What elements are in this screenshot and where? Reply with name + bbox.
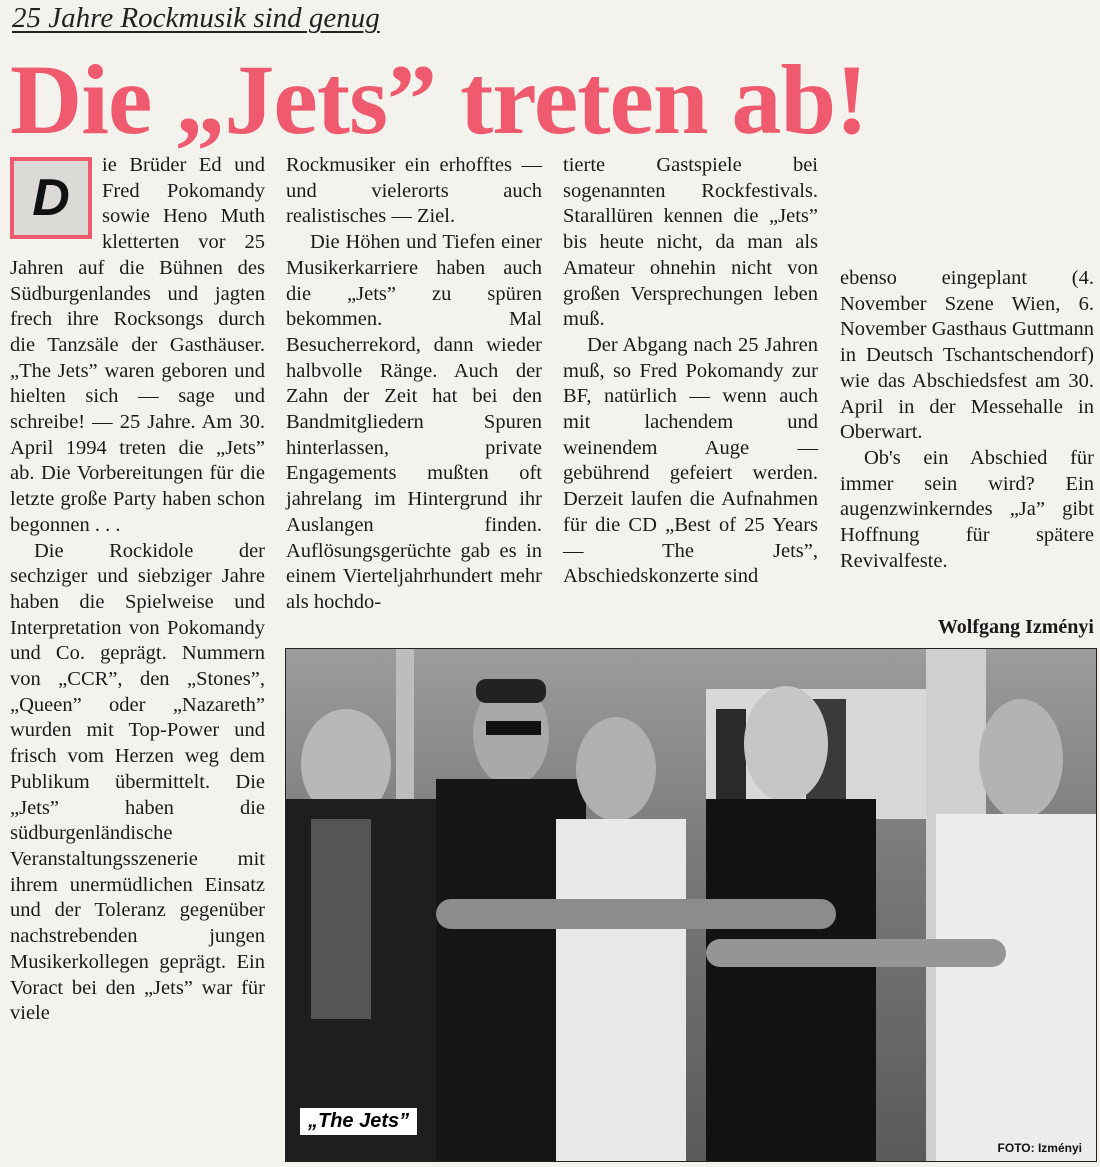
photo-caption: „The Jets” (300, 1108, 417, 1135)
article-column-3 (563, 153, 818, 590)
band-photo (285, 648, 1097, 1162)
kicker: 25 Jahre Rockmusik sind genug (12, 2, 380, 34)
paragraph: Rockmusiker ein erhofftes — und vielerorts auch realistisches — Ziel. (286, 154, 542, 228)
paragraph: ie Brüder Ed und Fred Pokomandy sowie Heno Muth kletterten vor 25 Jahren auf die Bühnen des Südburgenlandes und jagten frech ihre Rocksongs durch die Tanzsäle der Gasthäuser. „The Jets” waren geboren und hielten sich — sage und schreibe! — 25 Jahre. Am 30. April 1994 treten die „Jets” ab. Die Vorbereitungen für die letzte große Party haben schon begonnen . . . (10, 154, 265, 536)
paragraph: ebenso eingeplant (4. November Szene Wien, 6. November Gasthaus Guttmann in Deutsch Tschantschendorf) wie das Abschiedsfest am 30. April in der Messehalle in Oberwart. (840, 267, 1094, 444)
paragraph: Ob's ein Abschied für immer sein wird? Ein augenzwinkerndes „Ja” gibt Hoffnung für spätere Revivalfeste. (840, 446, 1094, 572)
paragraph: Die Rockidole der sechziger und siebziger Jahre haben die Spielweise und Interpretation von Pokomandy und Co. geprägt. Nummern von „CCR”, den „Stones”, „Queen” oder „Nazareth” wurden mit Top-Power und frisch vom Herzen weg dem Publikum übermittelt. Die „Jets” haben die südburgenländische Veranstaltungsszenerie mit ihrem unermüdlichen Einsatz und der Toleranz gegenüber nachstrebenden jungen Musikerkollegen geprägt. Ein Voract bei den „Jets” war für viele (10, 539, 265, 1025)
byline: Wolfgang Izményi (937, 616, 1094, 638)
photo-credit: FOTO: Izményi (997, 1141, 1082, 1155)
drop-cap-letter: D (32, 169, 70, 227)
article-column-4 (840, 266, 1094, 574)
band-photo-image (286, 649, 1096, 1161)
paragraph: tierte Gastspiele bei sogenannten Rockfestivals. Starallüren kennen die „Jets” bis heute nicht, da man als Amateur ohnehin nicht von großen Versprechungen leben muß. (563, 154, 818, 331)
paragraph: Die Höhen und Tiefen einer Musikerkarriere haben auch die „Jets” zu spüren bekommen. Mal Besucherrekord, dann wieder halbvolle Ränge. Auch der Zahn der Zeit hat bei den Bandmitgliedern Spuren hinterlassen, private Engagements mußten oft jahrelang im Hintergrund ihr Auslangen finden. Auflösungsgerüchte gab es in einem Vierteljahrhundert mehr als hochdo- (286, 231, 542, 613)
headline: Die „Jets” treten ab! (10, 44, 868, 155)
article-column-1 (10, 153, 265, 1027)
paragraph: Der Abgang nach 25 Jahren muß, so Fred Pokomandy zur BF, natürlich — wenn auch mit lachendem und weinendem Auge — gebührend gefeiert werden. Derzeit laufen die Aufnahmen für die CD „Best of 25 Years — The Jets”, Abschiedskonzerte sind (563, 333, 818, 588)
drop-cap (10, 157, 92, 239)
article-column-2 (286, 153, 542, 616)
